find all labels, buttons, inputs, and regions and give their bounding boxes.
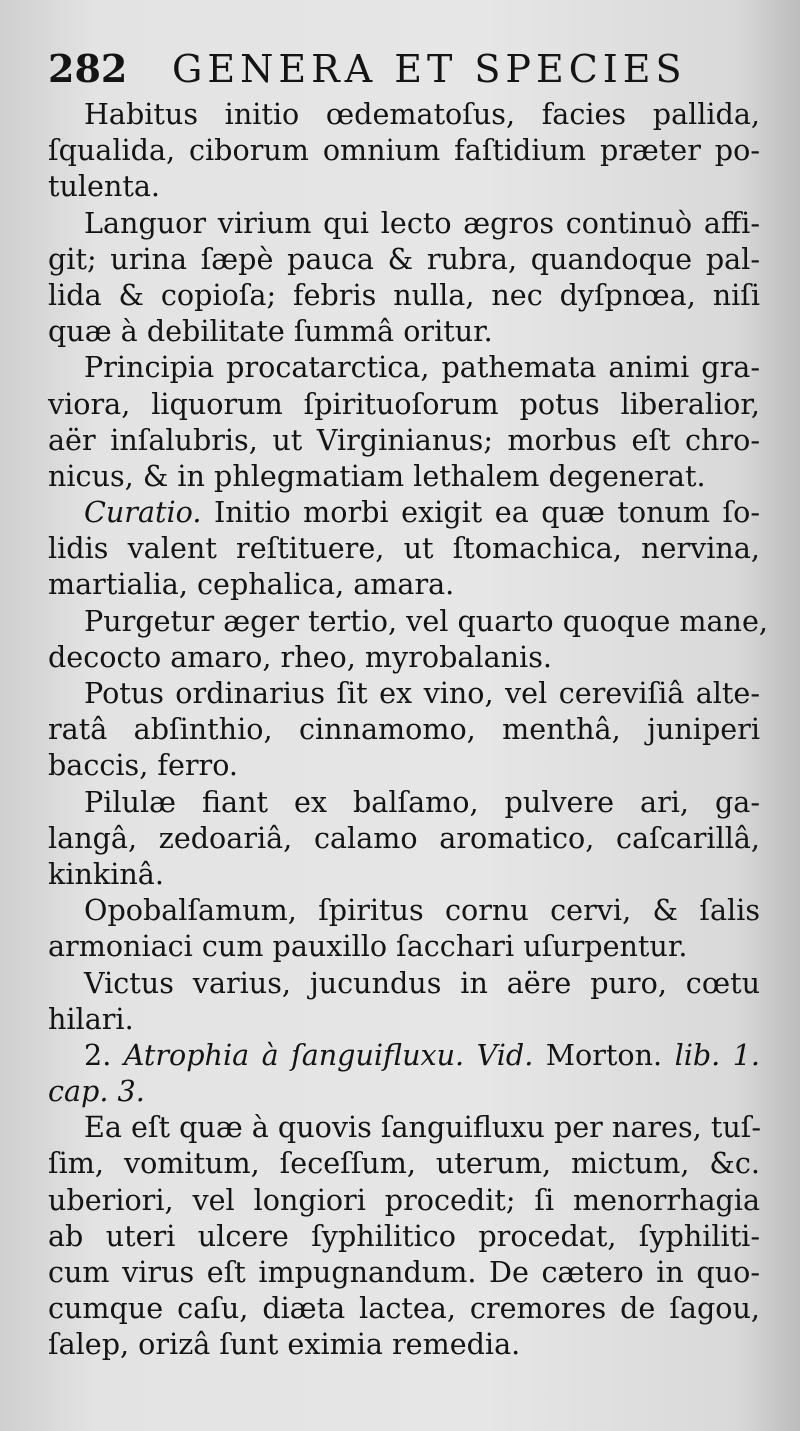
text-line: hilari. xyxy=(48,1001,134,1036)
text-line: quæ à debilitate ſummâ oritur. xyxy=(48,314,493,349)
text-line: ab uteri ulcere ſyphilitico procedat, ſyphiliti- xyxy=(48,1218,760,1253)
text-line: Habitus initio œdematoſus, facies pallida, xyxy=(84,97,760,131)
text-line: ſqualida, ciborum omnium faſtidium præter po- xyxy=(48,133,760,168)
reference-vid: Vid. xyxy=(464,1037,534,1072)
text-line: uberiori, vel longiori procedit; ſi menorrhagia xyxy=(48,1182,760,1217)
text-line: ratâ abſinthio, cinnamomo, menthâ, juniperi xyxy=(48,712,760,747)
text-line: decocto amaro, rheo, myrobalanis. xyxy=(48,639,552,674)
text-line: baccis, ferro. xyxy=(48,748,239,783)
paragraph xyxy=(48,892,760,964)
text-line: tulenta. xyxy=(48,169,161,204)
page-number: 282 xyxy=(48,46,128,91)
text-line: Opobalſamum, ſpiritus cornu cervi, & ſalis xyxy=(84,893,760,928)
paragraph xyxy=(48,965,760,1037)
text-line: cum virus eſt impugnandum. De cætero in quo- xyxy=(48,1255,760,1289)
text-line: martialia, cephalica, amara. xyxy=(48,567,455,602)
text-line xyxy=(48,1037,760,1073)
text-line: ſim, vomitum, ſeceſſum, uterum, mictum, &c. xyxy=(48,1146,760,1181)
text-line: Ea eſt quæ à quovis ſanguifluxu per nares, tuſ- xyxy=(84,1110,761,1145)
paragraph xyxy=(48,784,760,893)
running-head xyxy=(40,44,760,94)
text-line: Victus varius, jucundus in aëre puro, cœtu xyxy=(84,965,760,1000)
text-line: langâ, zedoariâ, calamo aromatico, caſcarillâ, xyxy=(48,820,760,855)
text-line: lida & copioſa; febris nulla, nec dyſpnœa, niſi xyxy=(48,277,760,312)
section-title: Atrophia à ſanguifluxu. xyxy=(123,1037,465,1072)
text-line: Principia procatarctica, pathemata animi gra- xyxy=(84,350,760,385)
paragraph xyxy=(48,349,760,494)
running-title: GENERA ET SPECIES xyxy=(172,47,687,91)
text-line: viora, liquorum ſpirituoſorum potus liberalior, xyxy=(48,386,760,421)
body-text xyxy=(48,96,768,1363)
paragraph xyxy=(48,603,768,675)
paragraph xyxy=(48,205,760,350)
text-line: Potus ordinarius ſit ex vino, vel cereviſiâ alte- xyxy=(84,676,760,710)
section-heading xyxy=(48,1037,760,1109)
text-line: lidis valent reſtituere, ut ſtomachica, nervina, xyxy=(48,531,760,566)
text-line xyxy=(48,494,760,530)
curatio-label: Curatio. xyxy=(84,495,202,530)
reference-author: Morton. xyxy=(533,1037,663,1072)
text-line: Purgetur æger tertio, vel quarto quoque mane, xyxy=(84,603,768,638)
paragraph xyxy=(48,1109,760,1362)
text-run: Initio morbi exigit ea quæ tonum ſo- xyxy=(201,495,760,530)
reference-lib: lib. 1. xyxy=(662,1037,760,1072)
paragraph xyxy=(48,96,760,205)
text-line: cumque caſu, diæta lactea, cremores de ſagou, xyxy=(48,1291,760,1326)
text-line: kinkinâ. xyxy=(48,856,164,891)
paragraph xyxy=(48,494,760,603)
text-line: Pilulæ fiant ex balſamo, pulvere ari, ga- xyxy=(84,784,760,819)
text-line: ſalep, orizâ ſunt eximia remedia. xyxy=(48,1327,521,1362)
text-line: nicus, & in phlegmatiam lethalem degenerat. xyxy=(48,458,706,493)
text-line: Languor virium qui lecto ægros continuò affi- xyxy=(84,205,760,240)
text-line: aër inſalubris, ut Virginianus; morbus eſt chro- xyxy=(48,422,760,457)
text-line: armoniaci cum pauxillo ſacchari uſurpentur. xyxy=(48,929,688,964)
paragraph xyxy=(48,675,760,784)
section-number: 2. xyxy=(84,1037,124,1072)
reference-cap: cap. 3. xyxy=(48,1074,145,1109)
text-line: git; urina ſæpè pauca & rubra, quandoque pal- xyxy=(48,241,760,276)
